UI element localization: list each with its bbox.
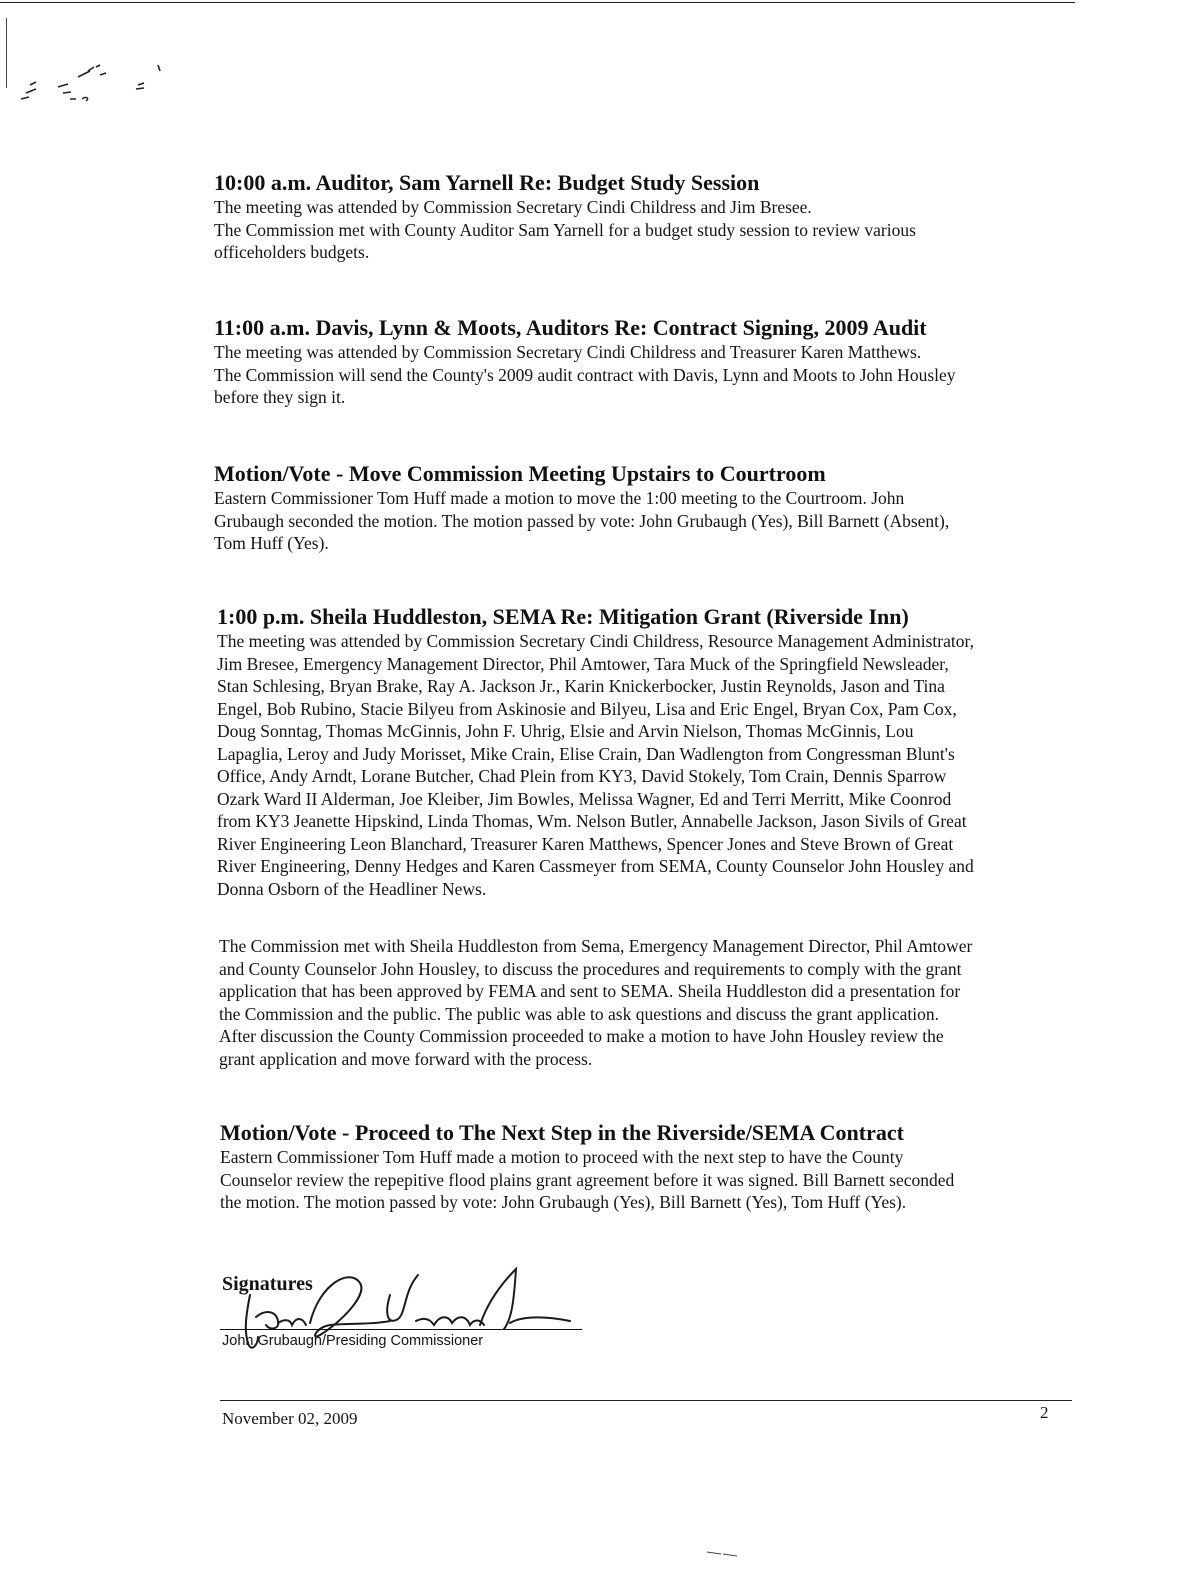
section-heading: Motion/Vote - Proceed to The Next Step in the Riverside/SEMA Contract [220,1120,904,1145]
section-heading: 1:00 p.m. Sheila Huddleston, SEMA Re: Mitigation Grant (Riverside Inn) [217,604,909,629]
paragraph-line: Grubaugh seconded the motion. The motion passed by vote: John Grubaugh (Yes), Bill Barnett (Absent), [214,510,950,531]
paragraph-line: The Commission met with Sheila Huddleston from Sema, Emergency Management Director, Phil Amtower [219,936,973,956]
scan-specks [18,55,178,125]
paragraph-line: After discussion the County Commission proceeded to make a motion to have John Housley review the [219,1026,944,1046]
paragraph-line: Eastern Commissioner Tom Huff made a motion to move the 1:00 meeting to the Courtroom. John [214,488,905,508]
paragraph-line: The meeting was attended by Commission Secretary Cindi Childress, Resource Management Administrator, [217,631,974,651]
section-motion-courtroom [214,461,949,555]
paragraph-line: Office, Andy Arndt, Lorane Butcher, Chad Plein from KY3, David Stokely, Tom Crain, Dennis Sparrow [217,766,947,786]
paragraph-line: Stan Schlesing, Bryan Brake, Ray A. Jackson Jr., Karin Knickerbocker, Justin Reynolds, Jason and Tina [217,676,945,696]
footer-divider [220,1400,1072,1401]
paragraph-line: grant application and move forward with the process. [219,1048,593,1069]
paragraph-line: Ozark Ward II Alderman, Joe Kleiber, Jim Bowles, Melissa Wagner, Ed and Terri Merritt, Mike Coonrod [217,788,952,809]
paragraph-line: before they sign it. [214,387,346,407]
paragraph-line: The Commission will send the County's 2009 audit contract with Davis, Lynn and Moots to John Housley [214,364,956,385]
paragraph-line: Engel, Bob Rubino, Stacie Bilyeu from Askinosie and Bilyeu, Lisa and Eric Engel, Bryan Cox, Pam Cox, [217,698,957,719]
section-budget-study [214,170,916,264]
page-number: 2 [1040,1403,1049,1422]
section-heading: 10:00 a.m. Auditor, Sam Yarnell Re: Budget Study Session [214,170,760,195]
paragraph-line: Counselor review the repepitive flood plains grant agreement before it was signed. Bill Barnett seconded [220,1169,955,1190]
handwritten-signature [220,1265,590,1365]
paragraph-line: application that has been approved by FEMA and sent to SEMA. Sheila Huddleston did a presentation for [219,981,961,1001]
signature-block [220,1265,590,1365]
paragraph-line: River Engineering, Denny Hedges and Karen Cassmeyer from SEMA, County Counselor John Housley and [217,856,974,876]
left-edge-mark [6,18,7,88]
section-grant-discussion [219,935,972,1070]
paragraph-line: the Commission and the public. The public was able to ask questions and discuss the grant application. [219,1003,939,1024]
section-mitigation-grant [217,604,974,900]
section-heading: 11:00 a.m. Davis, Lynn & Moots, Auditors Re: Contract Signing, 2009 Audit [214,315,927,340]
paragraph-line: Donna Osborn of the Headliner News. [217,878,487,899]
paragraph-line: the motion. The motion passed by vote: John Grubaugh (Yes), Bill Barnett (Yes), Tom Huff (Yes). [220,1192,907,1212]
paragraph-line: The meeting was attended by Commission Secretary Cindi Childress and Jim Bresee. [214,197,812,217]
paragraph-line: and County Counselor John Housley, to discuss the procedures and requirements to comply with the grant [219,958,962,979]
paragraph-line: River Engineering Leon Blanchard, Treasurer Karen Matthews, Spencer Jones and Steve Brown of Great [217,833,954,854]
paragraph-line: from KY3 Jeanette Hipskind, Linda Thomas, Wm. Nelson Butler, Annabelle Jackson, Jason Sivils of Great [217,811,967,831]
section-motion-riverside [220,1120,954,1214]
paragraph-line: The meeting was attended by Commission Secretary Cindi Childress and Treasurer Karen Matthews. [214,342,922,362]
signer-name: John Grubaugh/Presiding Commissioner [222,1333,484,1349]
scan-speck [705,1548,745,1558]
paragraph-line: The Commission met with County Auditor Sam Yarnell for a budget study session to review various [214,219,916,240]
paragraph-line: officeholders budgets. [214,242,370,262]
paragraph-line: Jim Bresee, Emergency Management Director, Phil Amtower, Tara Muck of the Springfield Newsleader, [217,653,949,674]
signature-line [220,1329,582,1330]
paragraph-line: Lapaglia, Leroy and Judy Morisset, Mike Crain, Elise Crain, Dan Wadlengton from Congressman Blunt's [217,743,955,764]
paragraph-line: Doug Sonntag, Thomas McGinnis, John F. Uhrig, Elsie and Arvin Nielson, Thomas McGinnis, Lou [217,721,914,741]
footer-date: November 02, 2009 [222,1409,358,1428]
section-contract-signing [214,315,956,409]
top-border-line [0,2,1075,3]
paragraph-line: Eastern Commissioner Tom Huff made a motion to proceed with the next step to have the County [220,1147,904,1167]
paragraph-line: Tom Huff (Yes). [214,533,329,553]
signature-title: Signatures [222,1273,313,1295]
section-heading: Motion/Vote - Move Commission Meeting Upstairs to Courtroom [214,461,826,486]
